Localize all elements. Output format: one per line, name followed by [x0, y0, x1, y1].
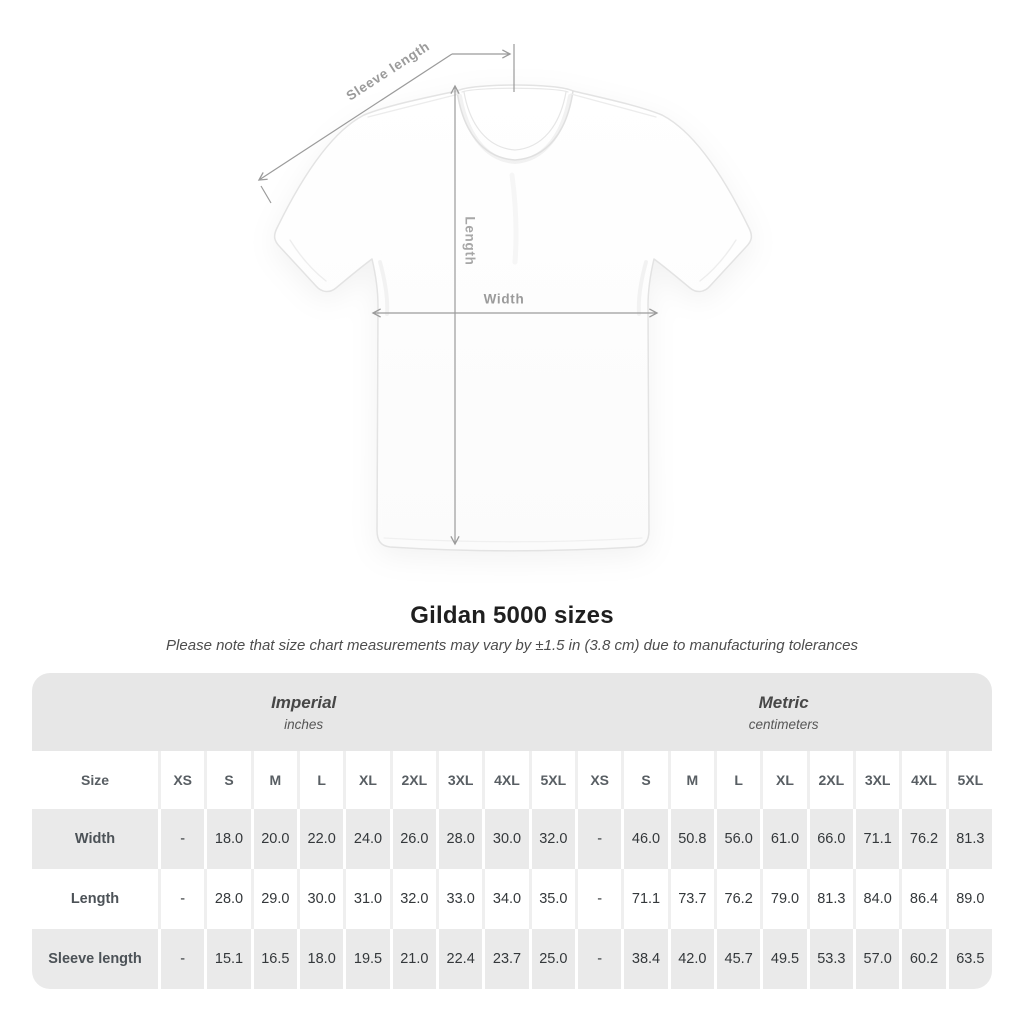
page-title: Gildan 5000 sizes [410, 602, 614, 629]
column-header: XL [763, 751, 806, 809]
imperial-group-header [32, 673, 575, 751]
table-cell: 79.0 [763, 869, 806, 929]
table-cell: 73.7 [671, 869, 714, 929]
table-cell: 81.3 [949, 809, 992, 869]
column-header: 4XL [485, 751, 528, 809]
table-cell: - [161, 869, 204, 929]
table-cell: 63.5 [949, 929, 992, 989]
column-header: 2XL [393, 751, 436, 809]
table-cell: - [578, 809, 621, 869]
column-header: L [300, 751, 343, 809]
table-cell: 50.8 [671, 809, 714, 869]
table-cell: 28.0 [439, 809, 482, 869]
table-cell: 32.0 [532, 809, 575, 869]
table-cell: 61.0 [763, 809, 806, 869]
table-row-length [32, 869, 992, 929]
table-cell: - [578, 869, 621, 929]
table-cell: 22.0 [300, 809, 343, 869]
metric-group-unit: centimeters [748, 716, 819, 732]
table-cell: 18.0 [207, 809, 250, 869]
table-cell: 71.1 [624, 869, 667, 929]
table-cell: 16.5 [254, 929, 297, 989]
table-cell: 45.7 [717, 929, 760, 989]
column-header: 3XL [439, 751, 482, 809]
column-header: M [671, 751, 714, 809]
table-cell: 30.0 [300, 869, 343, 929]
column-header: 5XL [532, 751, 575, 809]
table-cell: - [578, 929, 621, 989]
table-cell: 33.0 [439, 869, 482, 929]
table-cell: 30.0 [485, 809, 528, 869]
row-label: Length [32, 869, 158, 929]
table-cell: - [161, 809, 204, 869]
table-cell: 28.0 [207, 869, 250, 929]
table-cell: 31.0 [346, 869, 389, 929]
table-cell: 22.4 [439, 929, 482, 989]
row-label: Sleeve length [32, 929, 158, 989]
table-cell: 29.0 [254, 869, 297, 929]
table-cell: 57.0 [856, 929, 899, 989]
table-cell: 56.0 [717, 809, 760, 869]
table-cell: 53.3 [810, 929, 853, 989]
tshirt-outline [275, 85, 752, 551]
table-cell: 84.0 [856, 869, 899, 929]
column-header: 3XL [856, 751, 899, 809]
imperial-group-unit: inches [284, 716, 324, 732]
width-annotation-label: Width [483, 291, 525, 307]
size-header: Size [32, 751, 158, 809]
table-cell: 15.1 [207, 929, 250, 989]
table-row-sleeve-length [32, 929, 992, 989]
column-header: S [207, 751, 250, 809]
table-cell: 66.0 [810, 809, 853, 869]
table-cell: 49.5 [763, 929, 806, 989]
table-cell: 20.0 [254, 809, 297, 869]
imperial-group-label: Imperial [271, 692, 337, 712]
column-header: XS [578, 751, 621, 809]
sleeve-length-annotation-label: Sleeve length [343, 38, 433, 104]
column-header: M [254, 751, 297, 809]
size-header-row [32, 751, 992, 809]
table-cell: 76.2 [717, 869, 760, 929]
column-header: 2XL [810, 751, 853, 809]
size-table [32, 673, 992, 989]
row-label: Width [32, 809, 158, 869]
column-header: XS [161, 751, 204, 809]
table-cell: 26.0 [393, 809, 436, 869]
table-cell: 25.0 [532, 929, 575, 989]
tolerance-note: Please note that size chart measurements may vary by ±1.5 in (3.8 cm) due to manufacturing tolerances [166, 637, 858, 654]
table-cell: 34.0 [485, 869, 528, 929]
column-header: 4XL [902, 751, 945, 809]
unit-group-header-row [32, 673, 992, 751]
table-cell: - [161, 929, 204, 989]
table-cell: 24.0 [346, 809, 389, 869]
table-cell: 89.0 [949, 869, 992, 929]
tshirt-body [275, 85, 752, 551]
table-cell: 32.0 [393, 869, 436, 929]
length-annotation-label: Length [462, 216, 478, 266]
table-cell: 76.2 [902, 809, 945, 869]
table-cell: 42.0 [671, 929, 714, 989]
table-cell: 71.1 [856, 809, 899, 869]
column-header: XL [346, 751, 389, 809]
column-header: 5XL [949, 751, 992, 809]
table-cell: 46.0 [624, 809, 667, 869]
table-cell: 19.5 [346, 929, 389, 989]
metric-group-header [575, 673, 992, 751]
table-cell: 23.7 [485, 929, 528, 989]
column-header: S [624, 751, 667, 809]
table-cell: 86.4 [902, 869, 945, 929]
table-cell: 38.4 [624, 929, 667, 989]
table-cell: 21.0 [393, 929, 436, 989]
table-cell: 60.2 [902, 929, 945, 989]
table-cell: 18.0 [300, 929, 343, 989]
table-cell: 81.3 [810, 869, 853, 929]
table-cell: 35.0 [532, 869, 575, 929]
table-row-width [32, 809, 992, 869]
metric-group-label: Metric [758, 692, 809, 712]
column-header: L [717, 751, 760, 809]
sleeve-end-tick [261, 186, 271, 203]
